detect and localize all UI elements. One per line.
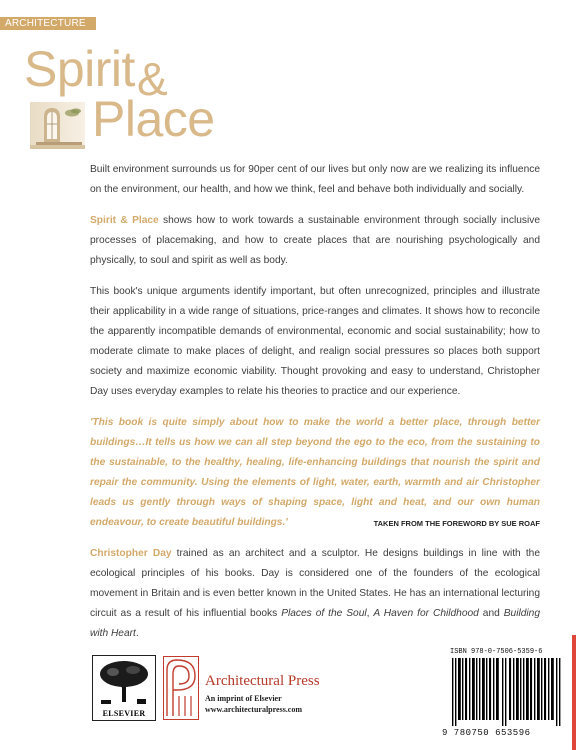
- intro-paragraph: [90, 160, 540, 200]
- intro-text: Built environment surrounds us for 90per cent of our lives but only now are we realizing its influence on the environment, our health, and how we think, feel and behave both individually and socially.: [90, 164, 540, 195]
- imprint-name: Architectural Press: [205, 673, 320, 689]
- author-paragraph: [90, 544, 540, 644]
- publisher-website: www.architecturalpress.com: [205, 705, 303, 714]
- author-name: Christopher Day: [90, 548, 172, 559]
- cover-photo: [30, 102, 85, 149]
- book-places-of-the-soul: Places of the Soul: [281, 608, 367, 619]
- title-ampersand: &: [137, 53, 168, 105]
- book-haven-for-childhood: A Haven for Childhood: [373, 608, 479, 619]
- foreword-quote: [90, 413, 540, 533]
- elsevier-label: ELSEVIER: [102, 709, 146, 718]
- author-bio: trained as an architect and a sculptor. He designs buildings in line with the ecological principles of his books. Day is considered one of the founders of the ecological movement in Britain and is even better known in the United States. He has an international lecturing circuit as a result of his influential books: [90, 548, 540, 619]
- quote-source: TAKEN FROM THE FOREWORD BY SUE ROAF: [373, 519, 540, 528]
- overview-paragraph: [90, 211, 540, 271]
- arguments-text: This book's unique arguments identify important, but often unrecognized, principles and illustrate their applicability in a wide range of situations, price-ranges and climates. It shows how to reconcile the apparently incompatible demands of environmental, economic and social sustainability; how to moderate climate to make places of delight, and realign social pressures so places both support society and maximize economic viability. Thought provoking and easy to understand, Christopher Day uses everyday examples to relate his theories to practice and our experience.: [90, 286, 540, 397]
- elsevier-logo: [92, 655, 156, 721]
- barcode-image: [446, 658, 564, 726]
- elsevier-tree-icon: [93, 656, 155, 708]
- sep-2: and: [478, 608, 504, 619]
- sep-1: ,: [366, 608, 374, 619]
- overview-text: shows how to work towards a sustainable environment through socially inclusive processes of placemaking, and how to create places that are nourishing psychologically and physically, to soul and spirit as well as body.: [90, 215, 540, 266]
- title-place: Place: [92, 91, 215, 147]
- imprint-subtitle: An imprint of Elsevier: [205, 694, 282, 703]
- architectural-press-logo-icon: [163, 656, 199, 720]
- book-title-highlight: Spirit & Place: [90, 215, 159, 226]
- title-spirit: Spirit: [24, 41, 135, 97]
- description-body: [90, 160, 543, 656]
- category-tag: ARCHITECTURE: [0, 17, 96, 30]
- quote-text: 'This book is quite simply about how to make the world a better place, through better buildings…It tells us how we can all step beyond the ego to the eco, from the sustaining to the sustainable, to the healthy, healing, life-enhancing buildings that nourish the spirit and repair the community. Using the elements of light, water, earth, warmth and air Christopher leads us gently through ways of shaping space, light and heat, and our own human endeavour, to create beautiful buildings.': [90, 417, 540, 528]
- arguments-paragraph: [90, 282, 540, 402]
- edge-stripe: [572, 635, 576, 750]
- end-punct: .: [135, 628, 139, 639]
- book-building-with-heart: Building with Heart: [90, 608, 540, 639]
- isbn-label: ISBN 978-0-7506-5359-6: [450, 648, 543, 656]
- barcode-digits: 9 780750 653596: [442, 728, 531, 738]
